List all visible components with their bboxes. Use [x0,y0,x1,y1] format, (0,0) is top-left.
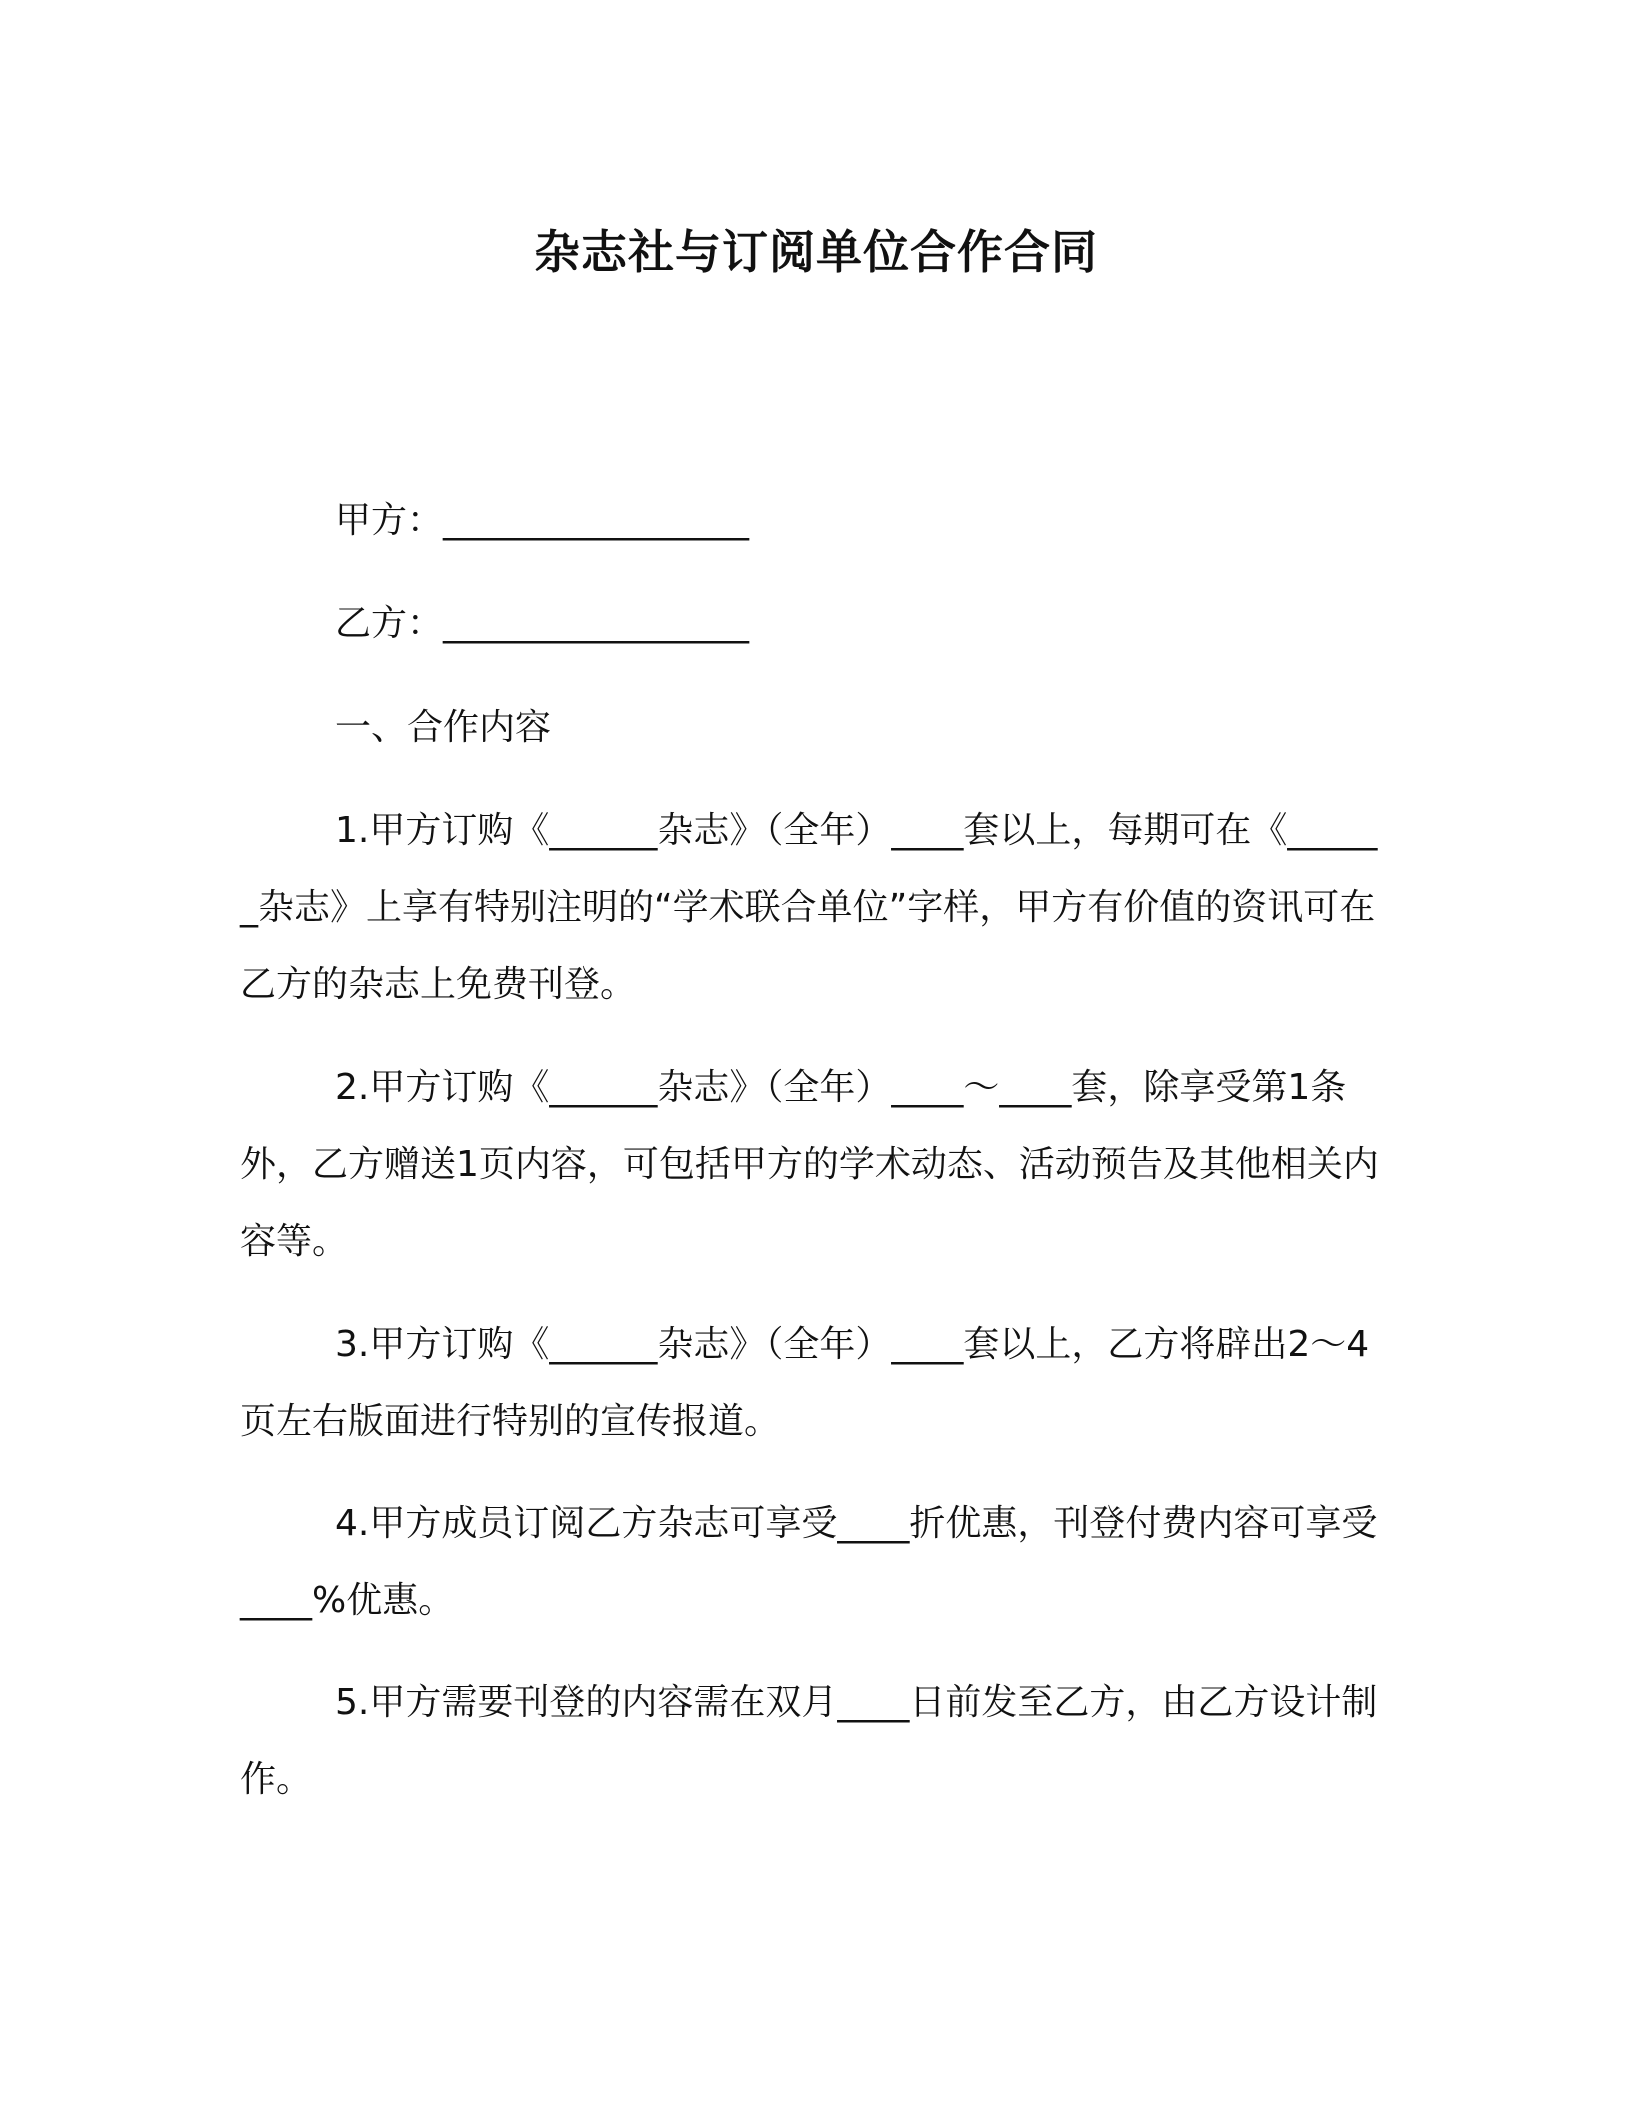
party-a-line: 甲方：_________________ [335,500,750,541]
clause-3: 3.甲方订购《______杂志》（全年）____套以上，乙方将辟出2～4页左右版面进行特别的宣传报道。 [240,1324,1370,1442]
document-title: 杂志社与订阅单位合作合同 [534,225,1098,279]
section-heading-cooperation: 一、合作内容 [335,707,552,748]
clause-4: 4.甲方成员订阅乙方杂志可享受____折优惠，刊登付费内容可享受____%优惠。 [240,1503,1378,1621]
party-b-line: 乙方：_________________ [335,603,750,644]
clause-1: 1.甲方订购《______杂志》（全年）____套以上，每期可在《______杂志》上享有特别注明的“学术联合单位”字样，甲方有价值的资讯可在乙方的杂志上免费刊登。 [240,810,1378,1005]
clause-2: 2.甲方订购《______杂志》（全年）____～____套，除享受第1条外，乙方赠送1页内容，可包括甲方的学术动态、活动预告及其他相关内容等。 [240,1067,1379,1262]
clause-5: 5.甲方需要刊登的内容需在双月____日前发至乙方，由乙方设计制作。 [240,1682,1378,1800]
